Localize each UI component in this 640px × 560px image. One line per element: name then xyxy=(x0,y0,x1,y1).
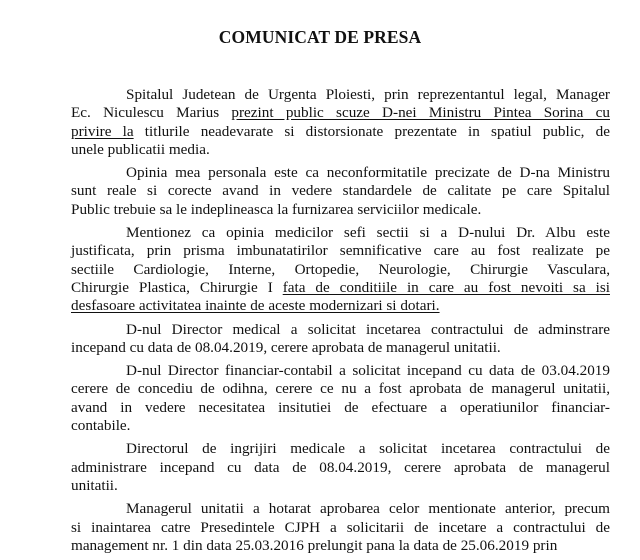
text-line xyxy=(16,440,610,458)
underlined-text: desfasoare activitatea inainte de aceste modernizari si dotari. xyxy=(71,297,440,315)
text-line xyxy=(16,380,610,398)
document-title: COMUNICAT DE PRESA xyxy=(218,27,422,47)
text-run: Mentionez ca opinia medicilor sefi sectii si a D-nului Dr. Albu este xyxy=(126,224,610,242)
paragraph xyxy=(16,86,610,159)
text-run: sunt reale si corecte avand in vedere standardele de calitate pe care Spitalul xyxy=(71,182,610,200)
paragraph xyxy=(16,321,610,358)
text-run: unitatii. xyxy=(71,476,118,494)
text-line xyxy=(16,86,610,104)
text-run: D-nul Director medical a solicitat incetarea contractului de adminstrare xyxy=(126,320,610,338)
text-line xyxy=(16,417,610,435)
text-line xyxy=(16,500,610,518)
text-line xyxy=(16,297,610,315)
underlined-text: prezint public scuze D-nei Ministru Pintea Sorina cu xyxy=(231,104,610,122)
text-run: Spitalul Judetean de Urgenta Ploiesti, prin reprezentantul legal, Manager xyxy=(126,86,610,103)
text-run: avand in vedere necesitatea insitutiei de efectuare a operatiunilor financiar- xyxy=(71,398,610,416)
text-line xyxy=(16,242,610,260)
text-line xyxy=(16,141,610,159)
text-line xyxy=(16,459,610,477)
text-run: management nr. 1 din data 25.03.2016 prelungit pana la data de 25.06.2019 prin xyxy=(71,536,558,554)
text-line xyxy=(16,362,610,380)
text-run: unele publicatii media. xyxy=(71,140,210,158)
text-run: titlurile neadevarate si distorsionate prezentate in spatiul public, de xyxy=(133,122,610,140)
text-run: Managerul unitatii a hotarat aprobarea celor mentionate anterior, precum xyxy=(126,500,610,518)
text-line xyxy=(16,261,610,279)
text-line xyxy=(16,224,610,242)
paragraph xyxy=(16,500,610,555)
text-run: incepand cu data de 08.04.2019, cerere aprobata de managerul unitatii. xyxy=(71,338,501,356)
text-line xyxy=(16,519,610,537)
text-run: administrare incepand cu data de 08.04.2019, cerere aprobata de managerul xyxy=(71,458,610,476)
underlined-text: privire la xyxy=(71,122,134,140)
document-body xyxy=(16,86,610,560)
text-run: sectiile Cardiologie, Interne, Ortopedie, Neurologie, Chirurgie Vasculara, xyxy=(71,260,610,278)
text-line xyxy=(16,164,610,182)
text-run: D-nul Director financiar-contabil a solicitat incepand cu data de 03.04.2019 xyxy=(126,362,610,380)
paragraph xyxy=(16,362,610,435)
underlined-text: fata de conditiile in care au fost nevoiti sa isi xyxy=(282,278,610,296)
text-run: Directorul de ingrijiri medicale a solicitat incetarea contractului de xyxy=(126,440,610,458)
text-line xyxy=(16,477,610,495)
text-run: cerere de concediu de odihna, cerere ce nu a fost aprobata de managerul unitatii, xyxy=(71,380,610,398)
text-run: Public trebuie sa le indeplineasca la furnizarea serviciilor medicale. xyxy=(71,200,482,218)
text-line xyxy=(16,123,610,141)
text-line xyxy=(16,321,610,339)
text-line xyxy=(16,537,610,555)
text-line xyxy=(16,279,610,297)
text-run: Chirurgie Plastica, Chirurgie I xyxy=(71,278,283,296)
text-line xyxy=(16,339,610,357)
paragraph xyxy=(16,164,610,219)
text-run: si inaintarea catre Presedintele CJPH a solicitarii de incetare a contractului de xyxy=(71,518,610,536)
text-run: Opinia mea personala este ca neconformitatile precizate de D-na Ministru xyxy=(126,164,610,182)
text-line xyxy=(16,399,610,417)
text-run: justificata, prin prisma imbunatatirilor semnificative care au fost realizate pe xyxy=(71,242,610,260)
text-line xyxy=(16,104,610,122)
text-run: contabile. xyxy=(71,417,131,435)
text-line xyxy=(16,201,610,219)
paragraph xyxy=(16,224,610,315)
text-line xyxy=(16,182,610,200)
text-run: Ec. Niculescu Marius xyxy=(71,104,232,122)
paragraph xyxy=(16,440,610,495)
